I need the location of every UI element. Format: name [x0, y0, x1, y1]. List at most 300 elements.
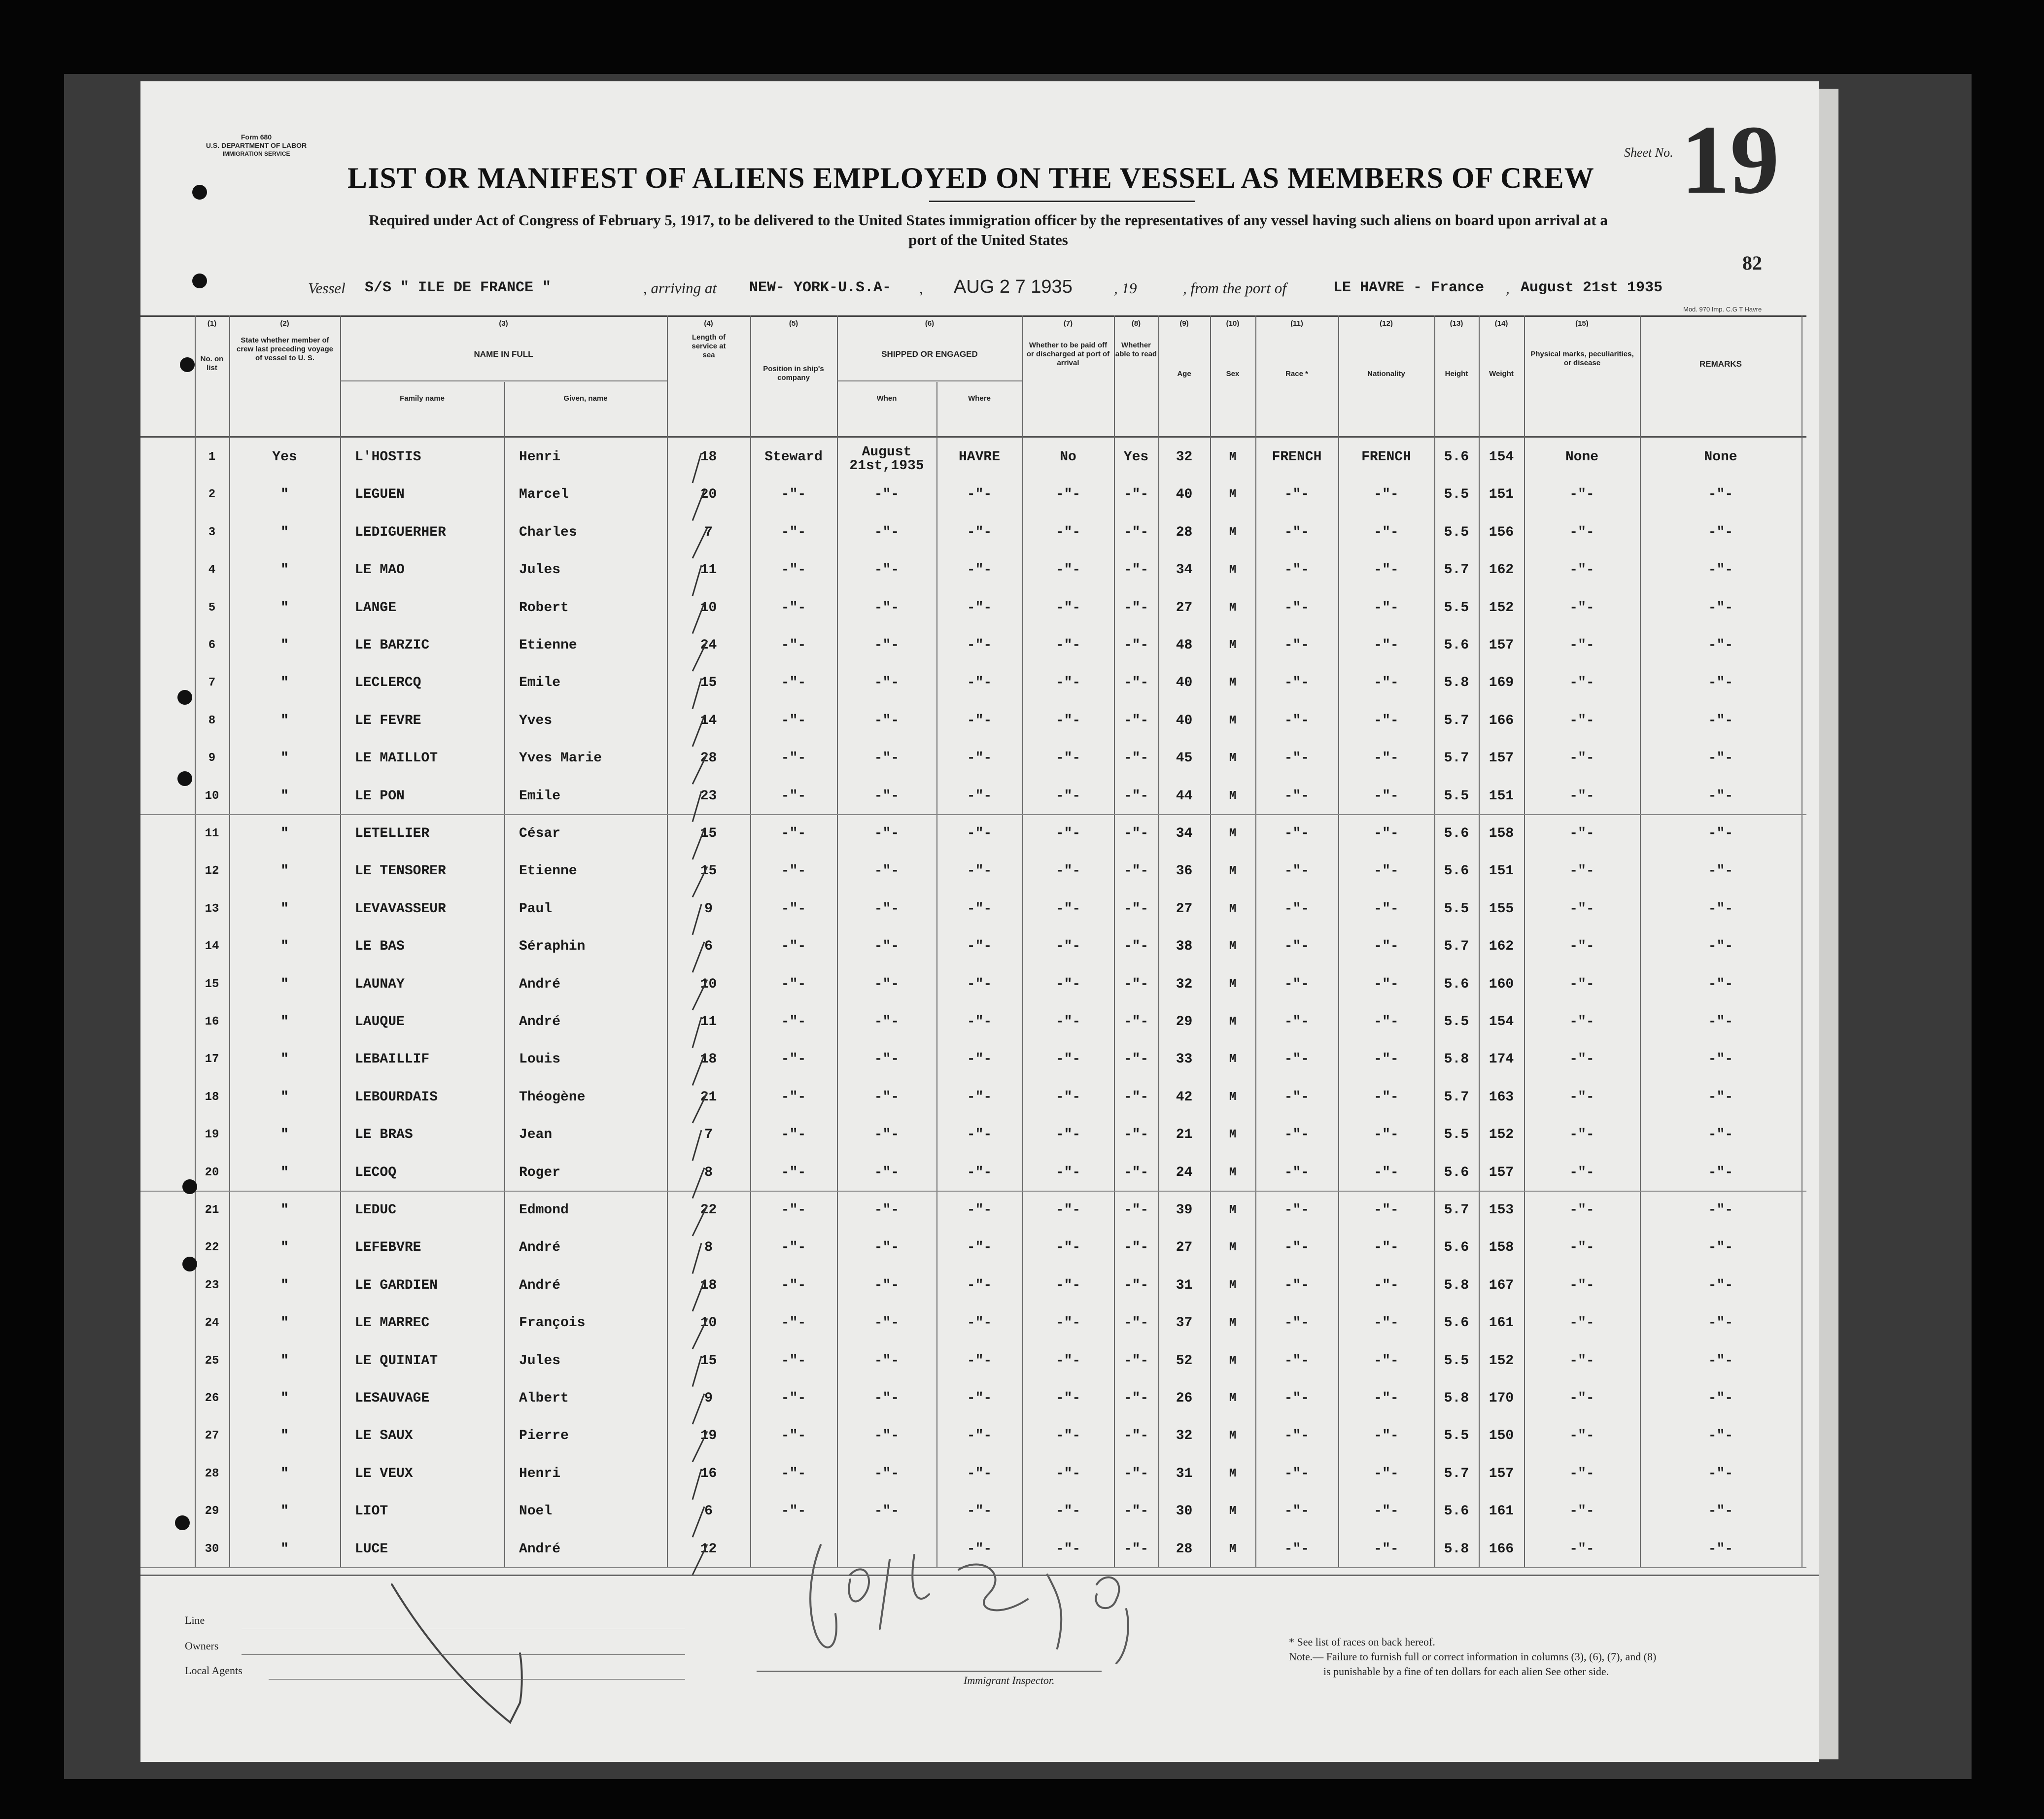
cell-height: 5.7: [1444, 1089, 1469, 1105]
cell-read: -"-: [1123, 524, 1149, 540]
cell-marks: -"-: [1569, 1202, 1594, 1218]
col-11-num: (11): [1290, 319, 1303, 328]
cell-position: -"-: [781, 1353, 806, 1369]
table-row: [140, 814, 1806, 853]
cell-height: 5.7: [1444, 939, 1469, 955]
cell-prev: ": [280, 1504, 289, 1519]
cell-weight: 156: [1489, 524, 1514, 540]
subtitle-line-1: Required under Act of Congress of February 5, 1917, to be delivered to the United States immigration officer by the representatives of any vessel having such aliens on board upon arrival at a: [369, 211, 1608, 229]
service-tick-marks: [667, 453, 750, 1666]
cell-family: LESAUVAGE: [355, 1391, 430, 1406]
table-row: [140, 1078, 1806, 1117]
cell-family: L'HOSTIS: [355, 449, 421, 465]
cell-sex: M: [1229, 752, 1237, 765]
service-tick: [693, 1431, 707, 1462]
cell-when: -"-: [874, 562, 900, 578]
cell-read: -"-: [1123, 1541, 1149, 1557]
cell-when: -"-: [874, 713, 900, 728]
col-8-num: (8): [1131, 319, 1141, 328]
cell-position: -"-: [781, 788, 806, 804]
cell-read: -"-: [1123, 1202, 1149, 1218]
cell-prev: ": [280, 1240, 289, 1256]
cell-race: -"-: [1284, 1165, 1310, 1180]
table-row: [140, 852, 1806, 891]
col-3-num: (3): [499, 319, 508, 328]
cell-read: -"-: [1123, 939, 1149, 955]
penalty-note-1: Note.— Failure to furnish full or correct information in columns (3), (6), (7), and (8): [1289, 1650, 1657, 1663]
cell-position: -"-: [781, 863, 806, 879]
agents-rule: [269, 1679, 685, 1680]
cell-paid: -"-: [1055, 1202, 1081, 1218]
cell-sex: M: [1229, 1278, 1237, 1292]
cell-family: LEFEBVRE: [355, 1240, 421, 1256]
col-5-header: Position in ship's company: [763, 365, 824, 382]
col-14-header: Weight: [1489, 370, 1514, 378]
cell-no: 29: [205, 1505, 219, 1518]
cell-weight: 152: [1489, 1353, 1514, 1369]
cell-position: -"-: [781, 1127, 806, 1143]
cell-position: -"-: [781, 713, 806, 728]
cell-position: -"-: [781, 976, 806, 992]
inspector-rule: [757, 1671, 1102, 1672]
col-6b-header: Where: [968, 394, 991, 403]
cell-age: 36: [1176, 863, 1193, 879]
cell-service: 11: [700, 562, 717, 578]
cell-service: 10: [700, 976, 717, 992]
cell-given: Louis: [519, 1052, 561, 1067]
table-row: [140, 1002, 1806, 1041]
cell-prev: ": [280, 1014, 289, 1030]
col-6-header: SHIPPED OR ENGAGED: [881, 349, 978, 359]
cell-service: 28: [700, 751, 717, 766]
cell-paid: -"-: [1055, 1052, 1081, 1067]
service-tick: [693, 716, 704, 747]
cell-sex: M: [1229, 977, 1237, 991]
cell-position: -"-: [781, 1504, 806, 1519]
cell-race: -"-: [1284, 675, 1310, 691]
cell-position: -"-: [781, 1240, 806, 1256]
cell-where: -"-: [967, 675, 992, 691]
cell-family: LIOT: [355, 1504, 388, 1519]
service-tick: [693, 565, 701, 596]
cell-service: 15: [700, 675, 717, 691]
cell-nationality: -"-: [1374, 939, 1399, 955]
table-row: [140, 739, 1806, 778]
cell-height: 5.8: [1444, 1541, 1469, 1557]
cell-given: Henri: [519, 449, 561, 465]
cell-paid: -"-: [1055, 713, 1081, 728]
cell-nationality: -"-: [1374, 1014, 1399, 1030]
cell-prev: ": [280, 524, 289, 540]
cell-family: LE GARDIEN: [355, 1277, 438, 1293]
table-row: [140, 475, 1806, 514]
cell-age: 45: [1176, 751, 1193, 766]
cell-no: 25: [205, 1354, 219, 1368]
cell-nationality: -"-: [1374, 863, 1399, 879]
cell-remarks: -"-: [1708, 524, 1733, 540]
cell-height: 5.6: [1444, 976, 1469, 992]
cell-read: -"-: [1123, 1240, 1149, 1256]
cell-where: -"-: [967, 939, 992, 955]
cell-weight: 166: [1489, 713, 1514, 728]
cell-nationality: -"-: [1374, 1277, 1399, 1293]
col-13-header: Height: [1445, 370, 1468, 378]
table-row: [140, 1454, 1806, 1493]
service-tick: [693, 980, 707, 1010]
cell-family: LAUNAY: [355, 976, 405, 992]
cell-prev: ": [280, 1353, 289, 1369]
cell-age: 27: [1176, 901, 1193, 917]
inspector-signature: [752, 1501, 1245, 1678]
cell-family: LECLERCQ: [355, 675, 421, 691]
cell-marks: -"-: [1569, 939, 1594, 955]
cell-nationality: -"-: [1374, 788, 1399, 804]
cell-when: -"-: [874, 1240, 900, 1256]
cell-given: Etienne: [519, 863, 577, 879]
cell-marks: -"-: [1569, 1541, 1594, 1557]
punch-hole: [177, 771, 192, 786]
department-name: U.S. DEPARTMENT OF LABOR: [206, 141, 307, 149]
cell-given: Albert: [519, 1391, 569, 1406]
cell-position: -"-: [781, 1315, 806, 1331]
cell-prev: ": [280, 1277, 289, 1293]
cell-service: 18: [700, 1052, 717, 1067]
cell-service: 9: [704, 901, 713, 917]
cell-age: 44: [1176, 788, 1193, 804]
col-6-num: (6): [925, 319, 935, 328]
cell-where: -"-: [967, 788, 992, 804]
cell-when: -"-: [874, 901, 900, 917]
cell-where: -"-: [967, 1428, 992, 1444]
table-row: [140, 626, 1806, 665]
cell-position: -"-: [781, 524, 806, 540]
cell-remarks: None: [1704, 449, 1737, 465]
cell-no: 1: [208, 450, 216, 464]
cell-when: -"-: [874, 487, 900, 503]
service-tick: [693, 1093, 707, 1123]
cell-no: 26: [205, 1392, 219, 1405]
service-tick: [693, 791, 701, 822]
cell-race: -"-: [1284, 1127, 1310, 1143]
table-row: [140, 1228, 1806, 1267]
line-label: Line: [185, 1614, 205, 1626]
col-14-num: (14): [1494, 319, 1508, 328]
cell-marks: -"-: [1569, 524, 1594, 540]
vessel-name: S/S " ILE DE FRANCE ": [365, 279, 552, 296]
cell-nationality: -"-: [1374, 1541, 1399, 1557]
cell-height: 5.6: [1444, 863, 1469, 879]
cell-marks: -"-: [1569, 1165, 1594, 1180]
cell-when: -"-: [874, 600, 900, 616]
cell-read: -"-: [1123, 713, 1149, 728]
service-tick: [693, 1281, 704, 1311]
cell-weight: 151: [1489, 788, 1514, 804]
table-row: [140, 1341, 1806, 1380]
cell-when: -"-: [874, 1428, 900, 1444]
cell-remarks: -"-: [1708, 1466, 1733, 1481]
cell-prev: ": [280, 863, 289, 879]
cell-position: -"-: [781, 1277, 806, 1293]
cell-marks: -"-: [1569, 1428, 1594, 1444]
punch-hole: [177, 690, 192, 705]
cell-position: -"-: [781, 1089, 806, 1105]
cell-age: 52: [1176, 1353, 1193, 1369]
service-tick: [693, 754, 707, 784]
cell-age: 32: [1176, 1428, 1193, 1444]
table-row: [140, 588, 1806, 627]
cell-when: -"-: [874, 976, 900, 992]
cell-height: 5.7: [1444, 1466, 1469, 1481]
cell-nationality: -"-: [1374, 1428, 1399, 1444]
cell-age: 28: [1176, 1541, 1193, 1557]
cell-position: -"-: [781, 1165, 806, 1180]
cell-remarks: -"-: [1708, 939, 1733, 955]
cell-age: 37: [1176, 1315, 1193, 1331]
cell-no: 17: [205, 1053, 219, 1066]
cell-no: 22: [205, 1241, 219, 1255]
cell-marks: -"-: [1569, 1504, 1594, 1519]
cell-when: -"-: [874, 863, 900, 879]
mod-note: Mod. 970 Imp. C.G T Havre: [1683, 306, 1762, 313]
service-tick: [693, 1017, 701, 1048]
cell-remarks: -"-: [1708, 1315, 1733, 1331]
cell-remarks: -"-: [1708, 600, 1733, 616]
owners-rule: [242, 1654, 685, 1655]
cell-when: August 21st,1935: [849, 445, 924, 474]
cell-service: 15: [700, 826, 717, 841]
col-7-num: (7): [1063, 319, 1073, 328]
cell-remarks: -"-: [1708, 638, 1733, 653]
arrival-separator: ,: [919, 279, 923, 297]
cell-sex: M: [1229, 1354, 1237, 1368]
cell-read: Yes: [1123, 449, 1149, 465]
cell-given: Séraphin: [519, 939, 586, 955]
service-tick: [693, 641, 707, 671]
cell-age: 26: [1176, 1391, 1193, 1406]
cell-weight: 151: [1489, 863, 1514, 879]
service-tick: [693, 1130, 701, 1161]
cell-when: -"-: [874, 1089, 900, 1105]
cell-race: -"-: [1284, 524, 1310, 540]
col-12-num: (12): [1380, 319, 1393, 328]
cell-read: -"-: [1123, 863, 1149, 879]
cell-sex: M: [1229, 1203, 1237, 1217]
departure-date: August 21st 1935: [1521, 279, 1663, 296]
cell-weight: 154: [1489, 449, 1514, 465]
cell-position: -"-: [781, 939, 806, 955]
cell-height: 5.7: [1444, 562, 1469, 578]
cell-nationality: -"-: [1374, 487, 1399, 503]
cell-given: André: [519, 1541, 561, 1557]
cell-family: LE MAILLOT: [355, 751, 438, 766]
cell-weight: 158: [1489, 826, 1514, 841]
cell-given: Paul: [519, 901, 553, 917]
cell-race: -"-: [1284, 1504, 1310, 1519]
cell-family: LE FEVRE: [355, 713, 421, 728]
cell-weight: 151: [1489, 487, 1514, 503]
cell-marks: -"-: [1569, 1089, 1594, 1105]
cell-service: 6: [704, 939, 713, 955]
cell-race: -"-: [1284, 1315, 1310, 1331]
cell-read: -"-: [1123, 826, 1149, 841]
cell-race: -"-: [1284, 1202, 1310, 1218]
cell-no: 19: [205, 1128, 219, 1142]
arrival-port: NEW- YORK-U.S.A-: [749, 279, 892, 296]
cell-paid: -"-: [1055, 751, 1081, 766]
cell-marks: -"-: [1569, 713, 1594, 728]
cell-no: 4: [208, 563, 216, 577]
cell-weight: 157: [1489, 1165, 1514, 1180]
cell-read: -"-: [1123, 1391, 1149, 1406]
cell-race: -"-: [1284, 1541, 1310, 1557]
cell-remarks: -"-: [1708, 976, 1733, 992]
cell-where: -"-: [967, 1240, 992, 1256]
col-13-num: (13): [1450, 319, 1463, 328]
cell-family: LEDUC: [355, 1202, 397, 1218]
cell-paid: -"-: [1055, 1428, 1081, 1444]
cell-nationality: -"-: [1374, 901, 1399, 917]
cell-race: -"-: [1284, 863, 1310, 879]
cell-when: -"-: [874, 788, 900, 804]
cell-service: 19: [700, 1428, 717, 1444]
cell-no: 8: [208, 714, 216, 727]
cell-given: André: [519, 1014, 561, 1030]
cell-height: 5.5: [1444, 788, 1469, 804]
inspector-label: Immigrant Inspector.: [964, 1674, 1055, 1686]
cell-race: -"-: [1284, 939, 1310, 955]
table-row: [140, 1379, 1806, 1418]
shipped-sub-rule: [837, 380, 1022, 381]
cell-weight: 157: [1489, 751, 1514, 766]
cell-remarks: -"-: [1708, 562, 1733, 578]
cell-remarks: -"-: [1708, 1014, 1733, 1030]
races-note: * See list of races on back hereof.: [1289, 1636, 1435, 1648]
col-4-num: (4): [704, 319, 713, 328]
cell-read: -"-: [1123, 675, 1149, 691]
service-tick: [693, 528, 707, 558]
manifest-sheet: [140, 81, 1819, 1762]
cell-age: 30: [1176, 1504, 1193, 1519]
cell-prev: ": [280, 1541, 289, 1557]
cell-no: 7: [208, 676, 216, 690]
cell-sex: M: [1229, 1429, 1237, 1443]
table-row: [140, 890, 1806, 928]
cell-where: -"-: [967, 1165, 992, 1180]
arrival-date-stamp: AUG 2 7 1935: [954, 276, 1073, 297]
cell-service: 22: [700, 1202, 717, 1218]
cell-sex: M: [1229, 1053, 1237, 1066]
cell-prev: ": [280, 638, 289, 653]
cell-height: 5.5: [1444, 487, 1469, 503]
cell-no: 12: [205, 864, 219, 878]
cell-marks: -"-: [1569, 863, 1594, 879]
cell-nationality: -"-: [1374, 1391, 1399, 1406]
cell-weight: 170: [1489, 1391, 1514, 1406]
cell-given: Robert: [519, 600, 569, 616]
col-9-num: (9): [1179, 319, 1189, 328]
service-tick: [693, 1394, 704, 1424]
cell-race: -"-: [1284, 562, 1310, 578]
cell-height: 5.6: [1444, 638, 1469, 653]
cell-race: -"-: [1284, 751, 1310, 766]
cell-weight: 161: [1489, 1504, 1514, 1519]
penalty-note-2: is punishable by a fine of ten dollars for each alien See other side.: [1323, 1665, 1609, 1678]
cell-sex: M: [1229, 525, 1237, 539]
cell-family: LECOQ: [355, 1165, 397, 1180]
cell-prev: ": [280, 1391, 289, 1406]
cell-remarks: -"-: [1708, 863, 1733, 879]
cell-weight: 169: [1489, 675, 1514, 691]
cell-weight: 160: [1489, 976, 1514, 992]
cell-marks: -"-: [1569, 1240, 1594, 1256]
cell-nationality: -"-: [1374, 1466, 1399, 1481]
cell-given: Pierre: [519, 1428, 569, 1444]
cell-when: -"-: [874, 1466, 900, 1481]
cell-family: LE BAS: [355, 939, 405, 955]
cell-nationality: -"-: [1374, 600, 1399, 616]
cell-paid: -"-: [1055, 524, 1081, 540]
year-label: , 19: [1114, 279, 1137, 297]
cell-given: Roger: [519, 1165, 561, 1180]
cell-height: 5.5: [1444, 1014, 1469, 1030]
cell-race: -"-: [1284, 976, 1310, 992]
cell-paid: -"-: [1055, 675, 1081, 691]
cell-weight: 157: [1489, 1466, 1514, 1481]
cell-paid: -"-: [1055, 939, 1081, 955]
cell-when: -"-: [874, 1165, 900, 1180]
table-row: [140, 701, 1806, 740]
cell-where: -"-: [967, 976, 992, 992]
cell-age: 34: [1176, 562, 1193, 578]
cell-nationality: -"-: [1374, 1052, 1399, 1067]
cell-position: -"-: [781, 1052, 806, 1067]
cell-race: -"-: [1284, 1353, 1310, 1369]
service-tick: [693, 1356, 701, 1387]
col-10-header: Sex: [1226, 370, 1240, 378]
cell-age: 31: [1176, 1466, 1193, 1481]
cell-nationality: -"-: [1374, 1240, 1399, 1256]
table-row: [140, 965, 1806, 1004]
cell-paid: -"-: [1055, 1353, 1081, 1369]
cell-height: 5.7: [1444, 713, 1469, 728]
cell-sex: M: [1229, 1316, 1237, 1330]
remarks-header: REMARKS: [1699, 359, 1742, 369]
cell-age: 27: [1176, 1240, 1193, 1256]
page-mark: 82: [1742, 252, 1762, 274]
cell-position: Steward: [764, 449, 823, 465]
cell-remarks: -"-: [1708, 487, 1733, 503]
cell-height: 5.7: [1444, 751, 1469, 766]
cell-height: 5.5: [1444, 901, 1469, 917]
cell-prev: ": [280, 1202, 289, 1218]
cell-family: LETELLIER: [355, 826, 430, 841]
punch-hole: [192, 185, 207, 200]
cell-service: 14: [700, 713, 717, 728]
cell-prev: ": [280, 788, 289, 804]
cell-prev: ": [280, 1466, 289, 1481]
col-7-header: Whether to be paid off or discharged at port of arrival: [1026, 341, 1110, 367]
cell-marks: -"-: [1569, 976, 1594, 992]
cell-given: André: [519, 1240, 561, 1256]
cell-remarks: -"-: [1708, 1165, 1733, 1180]
cell-paid: -"-: [1055, 976, 1081, 992]
cell-weight: 158: [1489, 1240, 1514, 1256]
cell-age: 21: [1176, 1127, 1193, 1143]
service-tick: [693, 829, 704, 859]
cell-marks: -"-: [1569, 562, 1594, 578]
cell-family: LE QUINIAT: [355, 1353, 438, 1369]
cell-where: -"-: [967, 863, 992, 879]
